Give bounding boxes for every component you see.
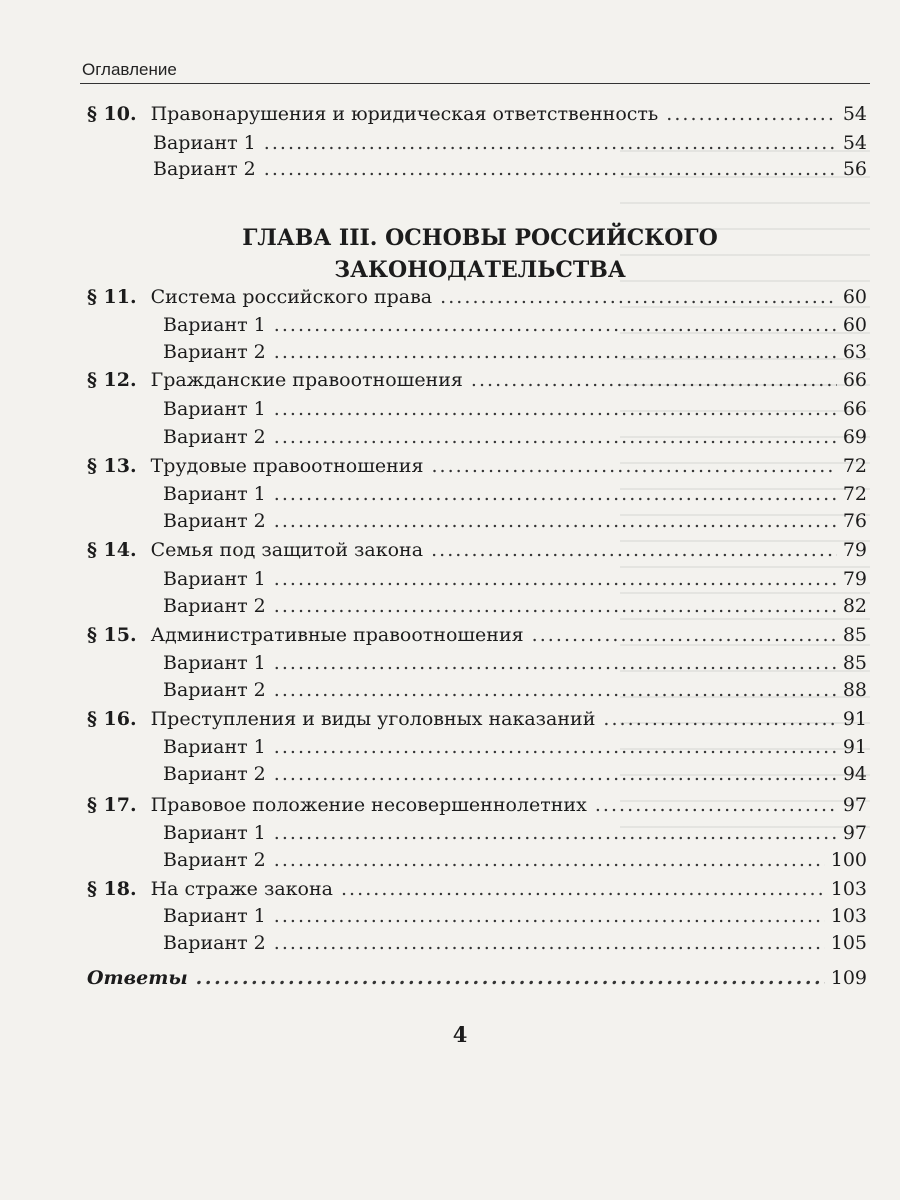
- leader-dots: [274, 338, 837, 366]
- entry-title: Вариант 1: [163, 568, 266, 590]
- toc-entry-variant: [163, 676, 867, 704]
- section-number: § 10.: [87, 103, 137, 125]
- toc-entry-section-12: [87, 366, 867, 394]
- leader-dots: [595, 791, 837, 819]
- chapter-heading-line-2: ЗАКОНОДАТЕЛЬСТВА: [334, 257, 626, 283]
- entry-title: Вариант 1: [153, 132, 256, 154]
- leader-dots: [274, 733, 837, 761]
- leader-dots: [341, 875, 825, 903]
- leader-dots: [274, 565, 837, 593]
- page-ref: 60: [842, 314, 867, 336]
- toc-entry-variant: [163, 507, 867, 535]
- toc-entry-variant: [163, 423, 867, 451]
- entry-title: Административные правоотношения: [150, 624, 524, 646]
- page-ref: 79: [842, 568, 867, 590]
- page-ref: 85: [842, 652, 867, 674]
- page-ref: 91: [842, 708, 867, 730]
- entry-title: Вариант 2: [163, 849, 266, 871]
- leader-dots: [666, 100, 837, 128]
- section-number: § 13.: [87, 455, 137, 477]
- page-ref: 88: [842, 679, 867, 701]
- leader-dots: [274, 507, 837, 535]
- leader-dots: [274, 480, 837, 508]
- running-head: Оглавление: [82, 60, 177, 79]
- toc-entry-variant: [163, 819, 867, 847]
- leader-dots: [431, 536, 837, 564]
- page-ref: 97: [842, 822, 867, 844]
- section-number: § 15.: [87, 624, 137, 646]
- entry-title: Вариант 1: [163, 314, 266, 336]
- toc-entry-variant: [163, 338, 867, 366]
- entry-title: Вариант 1: [163, 822, 266, 844]
- toc-entry-section-15: [87, 621, 867, 649]
- page-ref: 60: [842, 286, 867, 308]
- leader-dots: [264, 129, 837, 157]
- page-ref: 97: [842, 794, 867, 816]
- page-ref: 56: [842, 158, 867, 180]
- toc-entry-variant: [163, 846, 867, 874]
- leader-dots: [603, 705, 836, 733]
- leader-dots: [274, 592, 837, 620]
- page-ref: 72: [842, 483, 867, 505]
- toc-entry-variant: [163, 733, 867, 761]
- entry-title: Правонарушения и юридическая ответственность: [150, 103, 659, 125]
- entry-title: На страже закона: [150, 878, 333, 900]
- leader-dots: [274, 819, 837, 847]
- section-number: § 14.: [87, 539, 137, 561]
- entry-title: Семья под защитой закона: [150, 539, 424, 561]
- page-ref: 72: [842, 455, 867, 477]
- page-ref: 66: [842, 398, 867, 420]
- entry-title: Правовое положение несовершеннолетних: [150, 794, 587, 816]
- toc-entry-variant: [163, 592, 867, 620]
- toc-entry-variant: [163, 649, 867, 677]
- leader-dots: [274, 395, 837, 423]
- section-number: § 11.: [87, 286, 137, 308]
- entry-title: Вариант 2: [163, 679, 266, 701]
- leader-dots: [274, 311, 837, 339]
- page-ref: 76: [842, 510, 867, 532]
- toc-entry-answers: [87, 964, 867, 992]
- entry-title: Трудовые правоотношения: [150, 455, 424, 477]
- section-number: § 17.: [87, 794, 137, 816]
- leader-dots: [196, 964, 825, 992]
- page-ref: 79: [842, 539, 867, 561]
- leader-dots: [274, 760, 837, 788]
- leader-dots: [274, 846, 825, 874]
- entry-title: Система российского права: [150, 286, 433, 308]
- entry-title: Вариант 2: [163, 426, 266, 448]
- entry-title: Вариант 2: [153, 158, 256, 180]
- page-ref: 63: [842, 341, 867, 363]
- toc-entry-variant: [163, 395, 867, 423]
- entry-title: Вариант 2: [163, 932, 266, 954]
- page-ref: 54: [842, 103, 867, 125]
- entry-title: Вариант 2: [163, 341, 266, 363]
- page-ref: 91: [842, 736, 867, 758]
- page-ref: 109: [830, 967, 867, 989]
- toc-entry-variant: [163, 902, 867, 930]
- page-number: 4: [452, 1022, 468, 1047]
- entry-title: Вариант 2: [163, 510, 266, 532]
- page-ref: 54: [842, 132, 867, 154]
- leader-dots: [274, 423, 837, 451]
- page-ref: 69: [842, 426, 867, 448]
- page-ref: 105: [830, 932, 867, 954]
- chapter-heading: [150, 222, 810, 286]
- entry-title: Вариант 2: [163, 763, 266, 785]
- page-ref: 100: [830, 849, 867, 871]
- toc-entry-section-11: [87, 283, 867, 311]
- page-ref: 66: [842, 369, 867, 391]
- toc-entry-section-13: [87, 452, 867, 480]
- entry-title: Преступления и виды уголовных наказаний: [150, 708, 596, 730]
- leader-dots: [274, 902, 825, 930]
- entry-title: Вариант 1: [163, 905, 266, 927]
- entry-title: Ответы: [87, 967, 188, 989]
- page-ref: 103: [830, 878, 867, 900]
- toc-entry-section-14: [87, 536, 867, 564]
- entry-title: Гражданские правоотношения: [150, 369, 463, 391]
- toc-entry-variant: [163, 565, 867, 593]
- toc-entry-variant: [163, 311, 867, 339]
- entry-title: Вариант 1: [163, 652, 266, 674]
- page-ref: 103: [830, 905, 867, 927]
- page-ref: 94: [842, 763, 867, 785]
- toc-entry-section-18: [87, 875, 867, 903]
- entry-title: Вариант 1: [163, 398, 266, 420]
- entry-title: Вариант 2: [163, 595, 266, 617]
- toc-entry-variant: [153, 155, 867, 183]
- leader-dots: [532, 621, 837, 649]
- toc-entry-variant: [163, 929, 867, 957]
- section-number: § 16.: [87, 708, 137, 730]
- page-ref: 85: [842, 624, 867, 646]
- leader-dots: [274, 649, 837, 677]
- toc-entry-variant: [153, 129, 867, 157]
- entry-title: Вариант 1: [163, 483, 266, 505]
- chapter-heading-line-1: ГЛАВА III. ОСНОВЫ РОССИЙСКОГО: [242, 225, 718, 251]
- leader-dots: [431, 452, 836, 480]
- leader-dots: [471, 366, 837, 394]
- section-number: § 18.: [87, 878, 137, 900]
- toc-entry-variant: [163, 480, 867, 508]
- leader-dots: [440, 283, 837, 311]
- leader-dots: [274, 676, 837, 704]
- section-number: § 12.: [87, 369, 137, 391]
- toc-entry-variant: [163, 760, 867, 788]
- toc-entry-section-16: [87, 705, 867, 733]
- leader-dots: [274, 929, 825, 957]
- entry-title: Вариант 1: [163, 736, 266, 758]
- header-rule: [80, 83, 870, 84]
- toc-entry-section-10: [87, 100, 867, 128]
- toc-entry-section-17: [87, 791, 867, 819]
- page-ref: 82: [842, 595, 867, 617]
- leader-dots: [264, 155, 837, 183]
